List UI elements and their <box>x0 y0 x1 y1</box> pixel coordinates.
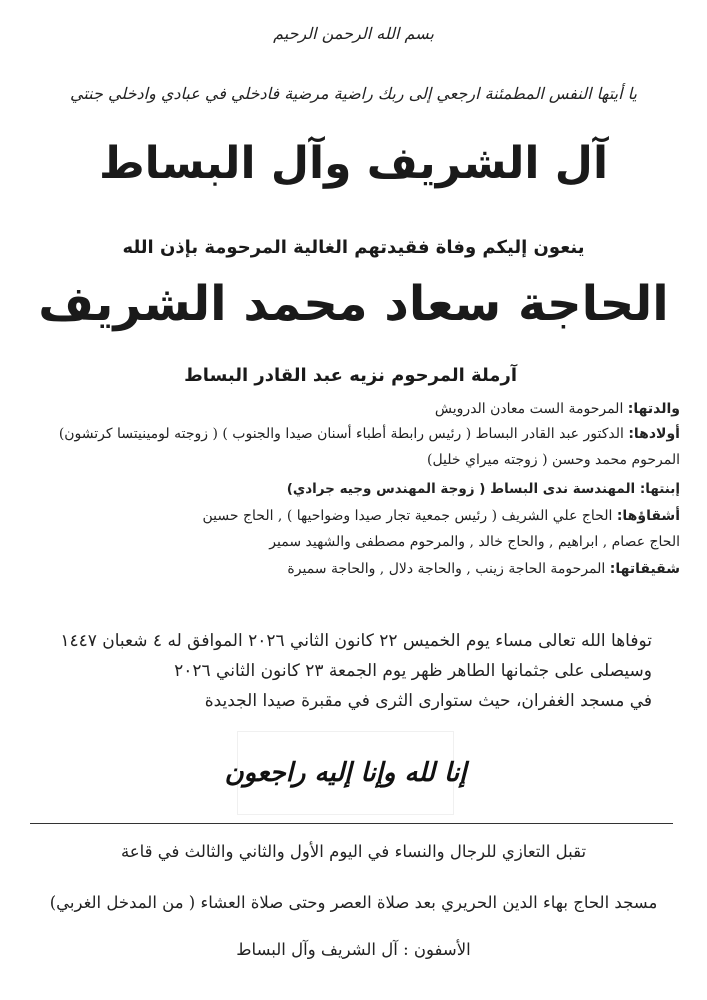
mother-label: والدتها: <box>627 401 680 417</box>
sisters-value: المرحومة الحاجة زينب , والحاجة دلال , والحاجة سميرة <box>287 561 606 577</box>
brothers-value-line2: الحاج عصام , ابراهيم , والحاج خالد , والمرحوم مصطفى والشهيد سمير <box>269 534 680 550</box>
relative-brothers-continued <box>10 534 680 550</box>
brothers-value-line1: الحاج علي الشريف ( رئيس جمعية تجار صيدا وضواحيها ) , الحاج حسين <box>202 508 613 524</box>
condolences-line1: تقبل التعازي للرجال والنساء في اليوم الأول والثاني والثالث في قاعة <box>120 842 587 861</box>
relative-mother <box>10 401 680 417</box>
condolences-line2: مسجد الحاج بهاء الدين الحريري بعد صلاة العصر وحتى صلاة العشاء ( من المدخل الغربي) <box>49 893 658 912</box>
quran-verse: يا أيتها النفس المطمئنة ارجعي إلى ربك راضية مرضية فادخلي في عبادي وادخلي جنتي <box>70 84 637 103</box>
funeral-burial-place: في مسجد الغفران، حيث ستوارى الثرى في مقبرة صيدا الجديدة <box>204 691 652 711</box>
basmala-calligraphy: بسم الله الرحمن الرحيم <box>273 24 434 43</box>
children-value-line1: الدكتور عبد القادر البساط ( رئيس رابطة أطباء أسنان صيدا والجنوب ) ( زوجته لومينيتسا كرتشون) <box>58 426 624 442</box>
mother-value: المرحومة الست معادن الدرويش <box>434 401 624 417</box>
relative-sisters <box>10 561 680 577</box>
brothers-label: أشقاؤها: <box>616 508 680 524</box>
daughter-value: المهندسة ندى البساط ( زوجة المهندس وجيه جرادي) <box>286 481 636 497</box>
relative-daughter <box>10 481 680 497</box>
deceased-name: الحاجة سعاد محمد الشريف <box>38 276 669 332</box>
widow-of: آرملة المرحوم نزيه عبد القادر البساط <box>184 365 517 386</box>
daughter-label: إبنتها: <box>639 481 680 497</box>
children-label: أولادها: <box>628 426 680 442</box>
funeral-prayer-time: وسيصلى على جثمانها الطاهر ظهر يوم الجمعة ٢٣ كانون الثاني ٢٠٢٦ <box>174 661 652 681</box>
children-value-line2: المرحوم محمد وحسن ( زوجته ميراي خليل) <box>426 452 680 468</box>
funeral-death-date: توفاها الله تعالى مساء يوم الخميس ٢٢ كانون الثاني ٢٠٢٦ الموافق له ٤ شعبان ١٤٤٧ <box>60 631 652 651</box>
sisters-label: شقيقاتها: <box>609 561 680 577</box>
announcement: ينعون إليكم وفاة فقيدتهم الغالية المرحومة بإذن الله <box>122 237 585 258</box>
relative-children <box>10 426 680 442</box>
mourners-line: الأسفون : آل الشريف وآل البساط <box>236 940 471 959</box>
relative-brothers <box>10 508 680 524</box>
relative-children-continued <box>10 452 680 468</box>
inna-lillah-calligraphy: إنا لله وإنا إليه راجعون <box>237 731 454 815</box>
family-title: آل الشريف وآل البساط <box>98 138 609 189</box>
divider <box>30 823 673 824</box>
